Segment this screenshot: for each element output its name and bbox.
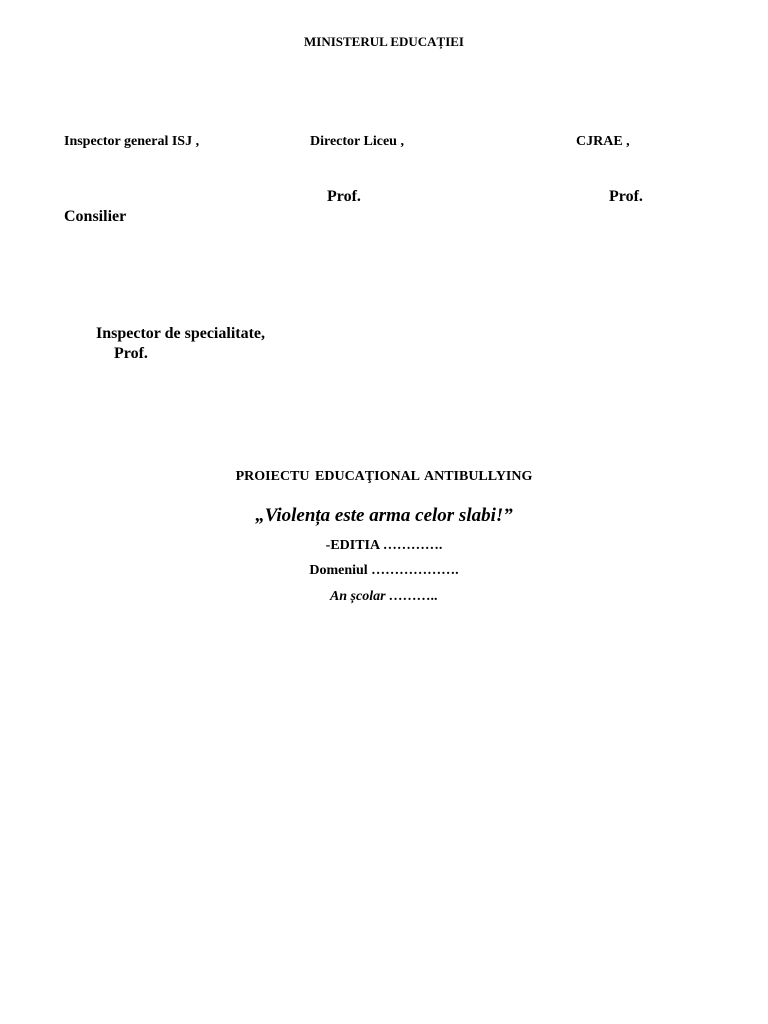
project-motto: „Violența este arma celor slabi!” xyxy=(255,505,513,526)
inspector-specialitate-label: Inspector de specialitate, xyxy=(96,325,266,342)
project-title: PROIECTU EDUCAŢIONAL ANTIBULLYING xyxy=(235,469,533,484)
inspector-prof-label: Prof. xyxy=(114,345,148,362)
consilier-label: Consilier xyxy=(64,208,127,225)
edition-line: -EDITIA …………. xyxy=(325,538,443,553)
inspector-general-label: Inspector general ISJ , xyxy=(64,134,200,149)
school-year-line: An școlar ……….. xyxy=(329,589,439,604)
cjrae-prof-label: Prof. xyxy=(609,188,643,205)
domain-line: Domeniul ………………. xyxy=(309,563,459,578)
ministry-header: MINISTERUL EDUCAȚIEI xyxy=(303,34,464,49)
director-prof-label: Prof. xyxy=(327,188,361,205)
cjrae-label: CJRAE , xyxy=(576,134,630,149)
director-label: Director Liceu , xyxy=(310,134,404,149)
